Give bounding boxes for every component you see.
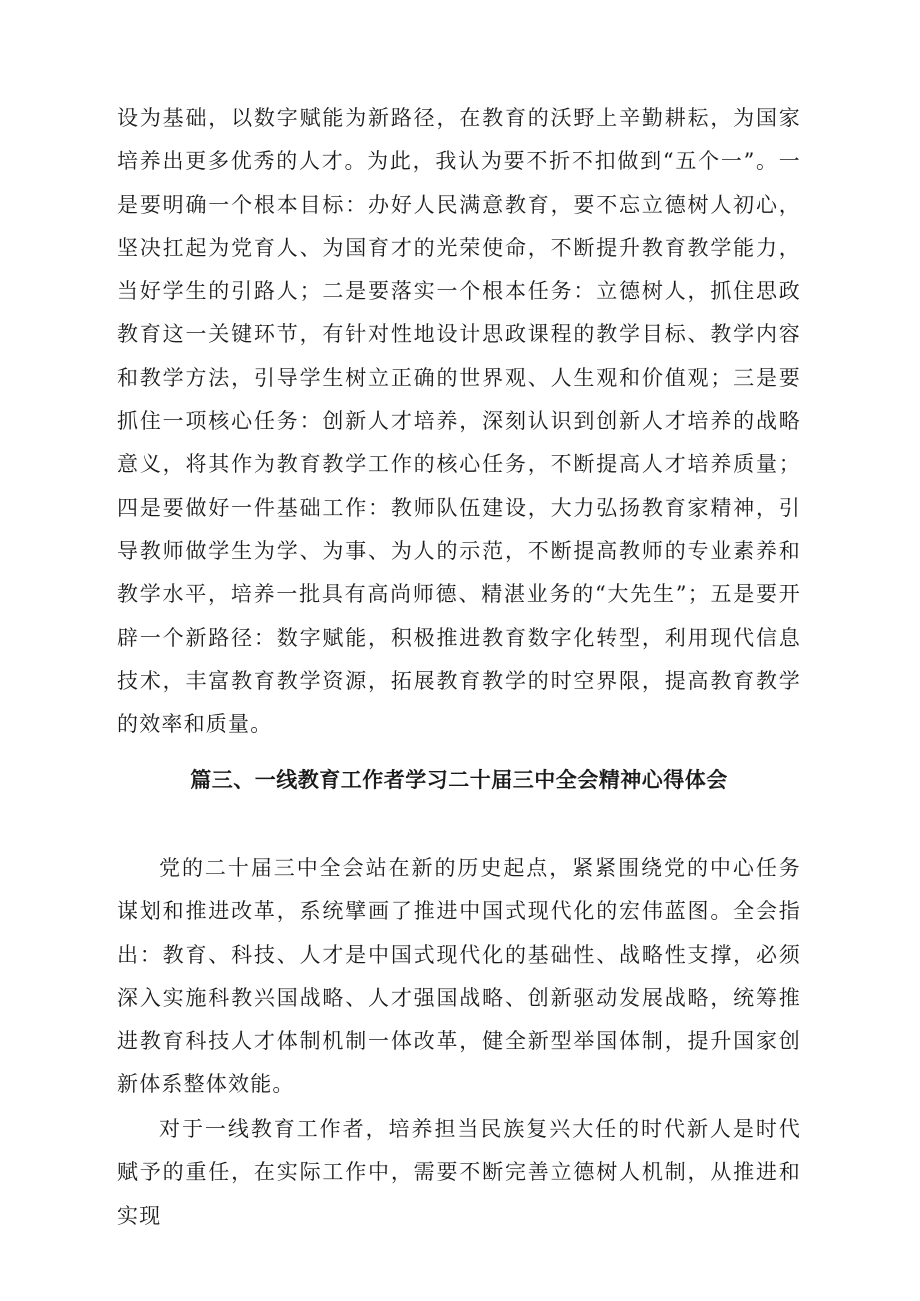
body-paragraph: 设为基础，以数字赋能为新路径，在教育的沃野上辛勤耕耘，为国家培养出更多优秀的人才。为此，我认为要不折不扣做到“五个一”。一是要明确一个根本目标：办好人民满意教育，要不忘立德树人初心，坚决扛起为党育人、为国育才的光荣使命，不断提升教育教学能力，当好学生的引路人；二是要落实一个根本任务：立德树人，抓住思政教育这一关键环节，有针对性地设计思政课程的教学目标、教学内容和教学方法，引导学生树立正确的世界观、人生观和价值观；三是要抓住一项核心任务：创新人才培养，深刻认识到创新人才培养的战略意义，将其作为教育教学工作的核心任务，不断提高人才培养质量；四是要做好一件基础工作：教师队伍建设，大力弘扬教育家精神，引导教师做学生为学、为事、为人的示范，不断提高教师的专业素养和教学水平，培养一批具有高尚师德、精湛业务的“大先生”；五是要开辟一个新路径：数字赋能，积极推进教育数字化转型，利用现代信息技术，丰富教育教学资源，拓展教育教学的时空界限，提高教育教学的效率和质量。 bbox=[117, 106, 801, 737]
section-heading: 篇三、一线教育工作者学习二十届三中全会精神心得体会 bbox=[190, 768, 728, 792]
body-paragraph: 党的二十届三中全会站在新的历史起点，紧紧围绕党的中心任务谋划和推进改革，系统擘画了推进中国式现代化的宏伟蓝图。全会指出：教育、科技、人才是中国式现代化的基础性、战略性支撑，必须深入实施科教兴国战略、人才强国战略、创新驱动发展战略，统筹推进教育科技人才体制机制一体改革，健全新型举国体制，提升国家创新体系整体效能。 bbox=[117, 856, 801, 1097]
body-paragraph: 对于一线教育工作者，培养担当民族复兴大任的时代新人是时代赋予的重任，在实际工作中，需要不断完善立德树人机制，从推进和实现 bbox=[117, 1117, 801, 1228]
